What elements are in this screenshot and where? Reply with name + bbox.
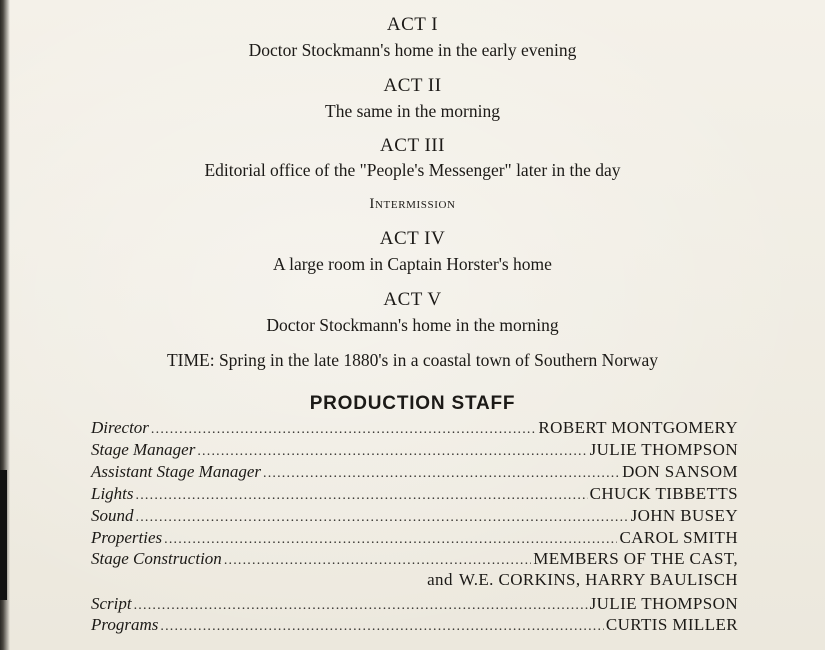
dot-leader [263,466,620,482]
act-4-description: A large room in Captain Horster's home [273,254,552,274]
act-5-heading: ACT V [383,289,442,310]
act-4-heading: ACT IV [379,228,446,249]
staff-role: Director [91,418,149,437]
intermission-label: Intermission [369,196,456,212]
staff-role: Properties [91,528,163,547]
staff-role: Lights [91,484,134,503]
time-setting-line: TIME: Spring in the late 1880's in a coastal town of Southern Norway [166,350,659,370]
staff-row-stage-construction [91,549,738,571]
staff-name: ROBERT MONTGOMERY [538,418,738,437]
staff-row-script [91,594,738,616]
dot-leader [136,488,588,504]
staff-role: Stage Construction [91,549,222,568]
staff-row-properties [91,528,738,550]
dot-leader [136,510,629,526]
continuation-prefix: and [427,570,453,589]
act-1-description: Doctor Stockmann's home in the early evening [248,40,577,60]
staff-row-lights [91,484,738,506]
dot-leader [224,553,531,569]
dot-leader [134,598,588,614]
act-3-heading: ACT III [380,135,445,156]
staff-name: MEMBERS OF THE CAST, [533,549,738,568]
act-1-heading: ACT I [386,14,439,35]
dot-leader [151,422,537,438]
dot-leader [160,619,603,635]
act-2-description: The same in the morning [325,101,500,121]
staff-role: Assistant Stage Manager [91,462,261,481]
staff-row-director [91,418,738,440]
staff-role: Sound [91,506,134,525]
staff-name: JULIE THOMPSON [589,594,738,613]
staff-row-sound [91,506,738,528]
staff-role: Script [91,594,132,613]
staff-name: JULIE THOMPSON [589,440,738,459]
continuation-names: W.E. CORKINS, HARRY BAULISCH [458,570,738,589]
stage-construction-continuation [0,570,738,590]
act-3-description: Editorial office of the "People's Messenger" later in the day [204,160,621,180]
staff-name: CURTIS MILLER [605,615,738,634]
staff-name: CHUCK TIBBETTS [589,484,738,503]
staff-row-programs [91,615,738,637]
staff-row-stage-manager [91,440,738,462]
dot-leader [164,532,617,548]
act-2-heading: ACT II [383,75,442,96]
staff-name: JOHN BUSEY [630,506,738,525]
staff-name: DON SANSOM [622,462,738,481]
staff-role: Stage Manager [91,440,196,459]
staff-name: CAROL SMITH [619,528,738,547]
production-staff-title: PRODUCTION STAFF [309,393,516,414]
act-5-description: Doctor Stockmann's home in the morning [266,315,559,335]
dot-leader [197,444,587,460]
staff-role: Programs [91,615,159,634]
staff-row-assistant-stage-manager [91,462,738,484]
